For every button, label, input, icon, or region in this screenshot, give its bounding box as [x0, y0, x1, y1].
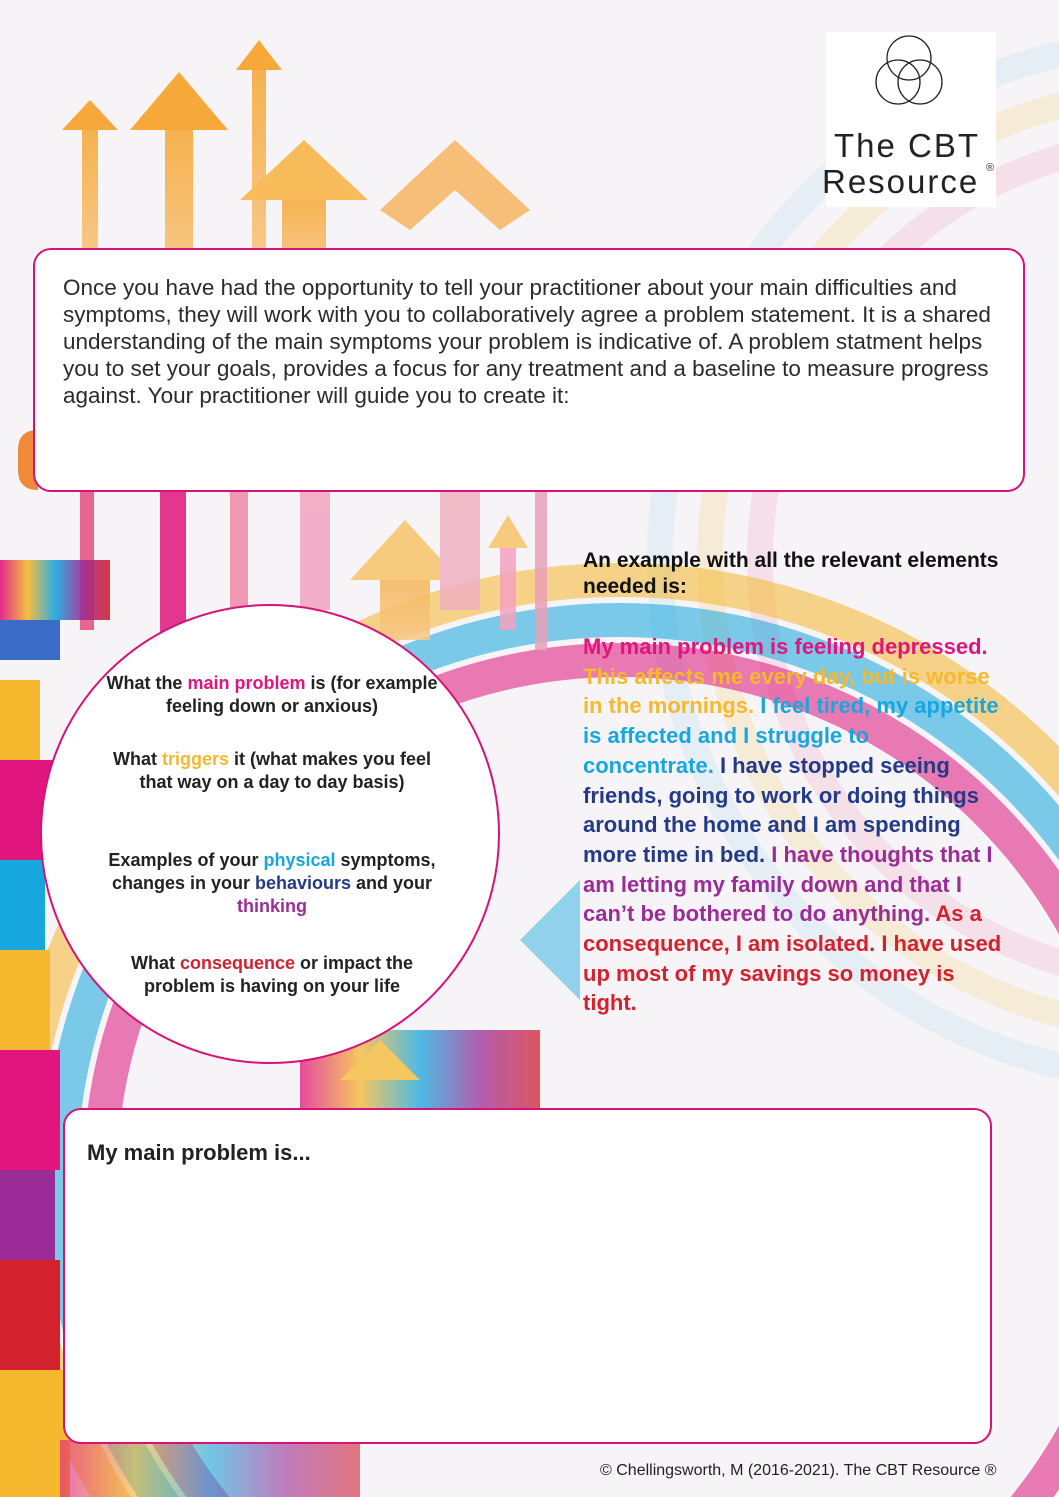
write-box-label: My main problem is...	[87, 1140, 311, 1165]
element-consequence: What consequence or impact the problem is having on your life	[130, 953, 414, 996]
example-consequence: As a consequence, I am isolated. I have used up most of my savings so money is tight.	[583, 901, 1002, 1016]
cbt-resource-logo	[822, 32, 996, 207]
three-circles-logo-icon	[854, 32, 964, 127]
example-main-problem: My main problem is feeling depressed.	[583, 634, 988, 659]
example-heading: An example with all the relevant elements needed is:	[583, 549, 999, 598]
elements-circle	[40, 604, 500, 1064]
intro-box	[33, 248, 1025, 492]
arrow-icon	[62, 40, 530, 280]
element-symptoms: Examples of your physical symptoms, changes in your behaviours and your thinking	[108, 850, 436, 916]
example-behaviours: I have stopped seeing friends, going to work or doing things around the home and I am spending more time in bed.	[583, 752, 979, 867]
registered-mark: ®	[986, 162, 995, 174]
problem-statement-write-area[interactable]	[63, 1108, 992, 1444]
example-thinking: I have thoughts that I am letting my family down and that I can’t be bothered to do anything.	[583, 841, 993, 927]
example-physical: I feel tired, my appetite is affected and I struggle to concentrate.	[583, 693, 999, 778]
element-triggers: What triggers it (what makes you feel that way on a day to day basis)	[112, 749, 432, 792]
logo-line-1: The CBT	[834, 127, 981, 164]
example-statement	[583, 632, 1003, 1018]
element-main-problem: What the main problem is (for example feeling down or anxious)	[106, 673, 438, 716]
example-triggers: This affects me every day, but is worse in the mornings.	[583, 663, 990, 719]
logo-line-2: Resource	[822, 163, 980, 200]
intro-text: Once you have had the opportunity to tell your practitioner about your main difficulties and symptoms, they will work with you to collaboratively agree a problem statement. It is a shared understanding of the main symptoms your problem is indicative of. A problem statment helps you to set your goals, provides a focus for any treatment and a baseline to measure progress against. Your practitioner will guide you to create it:	[63, 275, 991, 408]
copyright-footer: © Chellingsworth, M (2016-2021). The CBT Resource ®	[600, 1462, 997, 1479]
